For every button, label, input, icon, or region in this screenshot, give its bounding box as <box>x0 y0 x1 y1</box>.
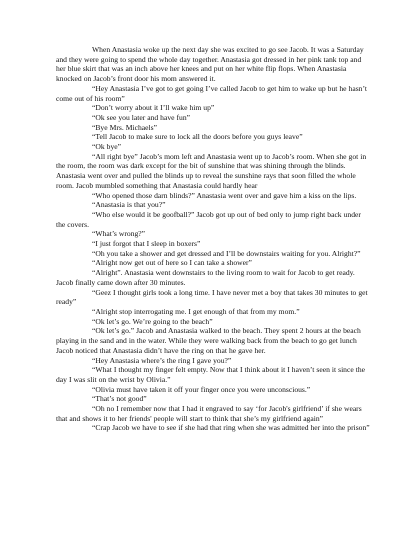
paragraph-23: “Olivia must have taken it off your finger once you were unconscious.” <box>92 384 311 394</box>
paragraph-16: “Alright”. Anastasia went downstairs to the living room to wait for Jacob to get ready. Jacob finally came down after 30 minutes. <box>56 268 355 287</box>
paragraph-13: “I just forgot that I sleep in boxers” <box>92 239 201 249</box>
paragraph-9: “Who opened those darn blinds?” Anastasia went over and gave him a kiss on the lips. <box>92 190 357 200</box>
paragraph-24: “That’s not good” <box>92 394 147 404</box>
paragraph-14: “Oh you take a shower and get dressed and I’ll be downstairs waiting for you. Alright?” <box>92 248 361 258</box>
paragraph-25: “Oh no I remember now that I had it engraved to say ‘for Jacob's girlfriend’ if she wears that and shows it to her friends' people will start to think that she’s my girlfriend again” <box>56 404 362 423</box>
paragraph-3: “Don’t worry about it I’ll wake him up” <box>92 103 215 113</box>
paragraph-21: “Hey Anastasia where’s the ring I gave you?” <box>92 355 232 365</box>
paragraph-26: “Crap Jacob we have to see if she had that ring when she was admitted her into the prison” <box>92 423 370 433</box>
paragraph-15: “Alright now get out of here so I can take a shower” <box>92 258 252 268</box>
paragraph-5: “Bye Mrs. Michaels” <box>92 122 157 132</box>
paragraph-20: “Ok let’s go.” Jacob and Anastasia walked to the beach. They spent 2 hours at the beach playing in the sand and in the water. While they were walking back from the beach to go get lunch Jacob noticed that Anastasia didn’t have the ring on that he gave her. <box>56 326 361 355</box>
paragraph-2: “Hey Anastasia I’ve got to get going I’ve called Jacob to get him to wake up but he hasn’t come out of his room” <box>56 83 367 103</box>
paragraph-17: “Geez I thought girls took a long time. I have never met a boy that takes 30 minutes to get ready” <box>56 287 368 307</box>
paragraph-10: “Anastasia is that you?” <box>92 200 166 210</box>
paragraph-4: “Ok see you later and have fun” <box>92 112 191 122</box>
paragraph-12: “What’s wrong?” <box>92 229 146 239</box>
paragraph-8: “All right bye” Jacob’s mom left and Anastasia went up to Jacob’s room. When she got in the room, the room was dark except for the bit of sunshine that was shining through the blinds. Anastasia went over and pulled the blinds up to reveal the sunshine rays that soon filled the whole room. Jacob mumbled something that Anastasia could hardly hear <box>56 151 367 190</box>
paragraph-11: “Who else would it be goofball?” Jacob got up out of bed only to jump right back under the covers. <box>56 209 361 229</box>
document-page <box>56 45 371 433</box>
paragraph-19: “Ok let’s go. We’re going to the beach” <box>92 316 213 326</box>
paragraph-1: When Anastasia woke up the next day she was excited to go see Jacob. It was a Saturday and they were going to spend the whole day together. Anastasia got dressed in her pink tank top and her blue skirt that was an inch above her knees and put on her white flip flops. When Anastasia knocked on Jacob’s front door his mom answered it. <box>56 45 364 84</box>
paragraph-22: “What I thought my finger felt empty. Now that I think about it I haven’t seen it since the day I was slit on the wrist by Olivia.” <box>56 365 365 384</box>
paragraph-6: “Tell Jacob to make sure to lock all the doors before you guys leave” <box>92 132 303 142</box>
paragraph-18: “Alright stop interrogating me. I get enough of that from my mom.” <box>92 306 300 316</box>
paragraph-7: “Ok bye” <box>92 142 121 152</box>
